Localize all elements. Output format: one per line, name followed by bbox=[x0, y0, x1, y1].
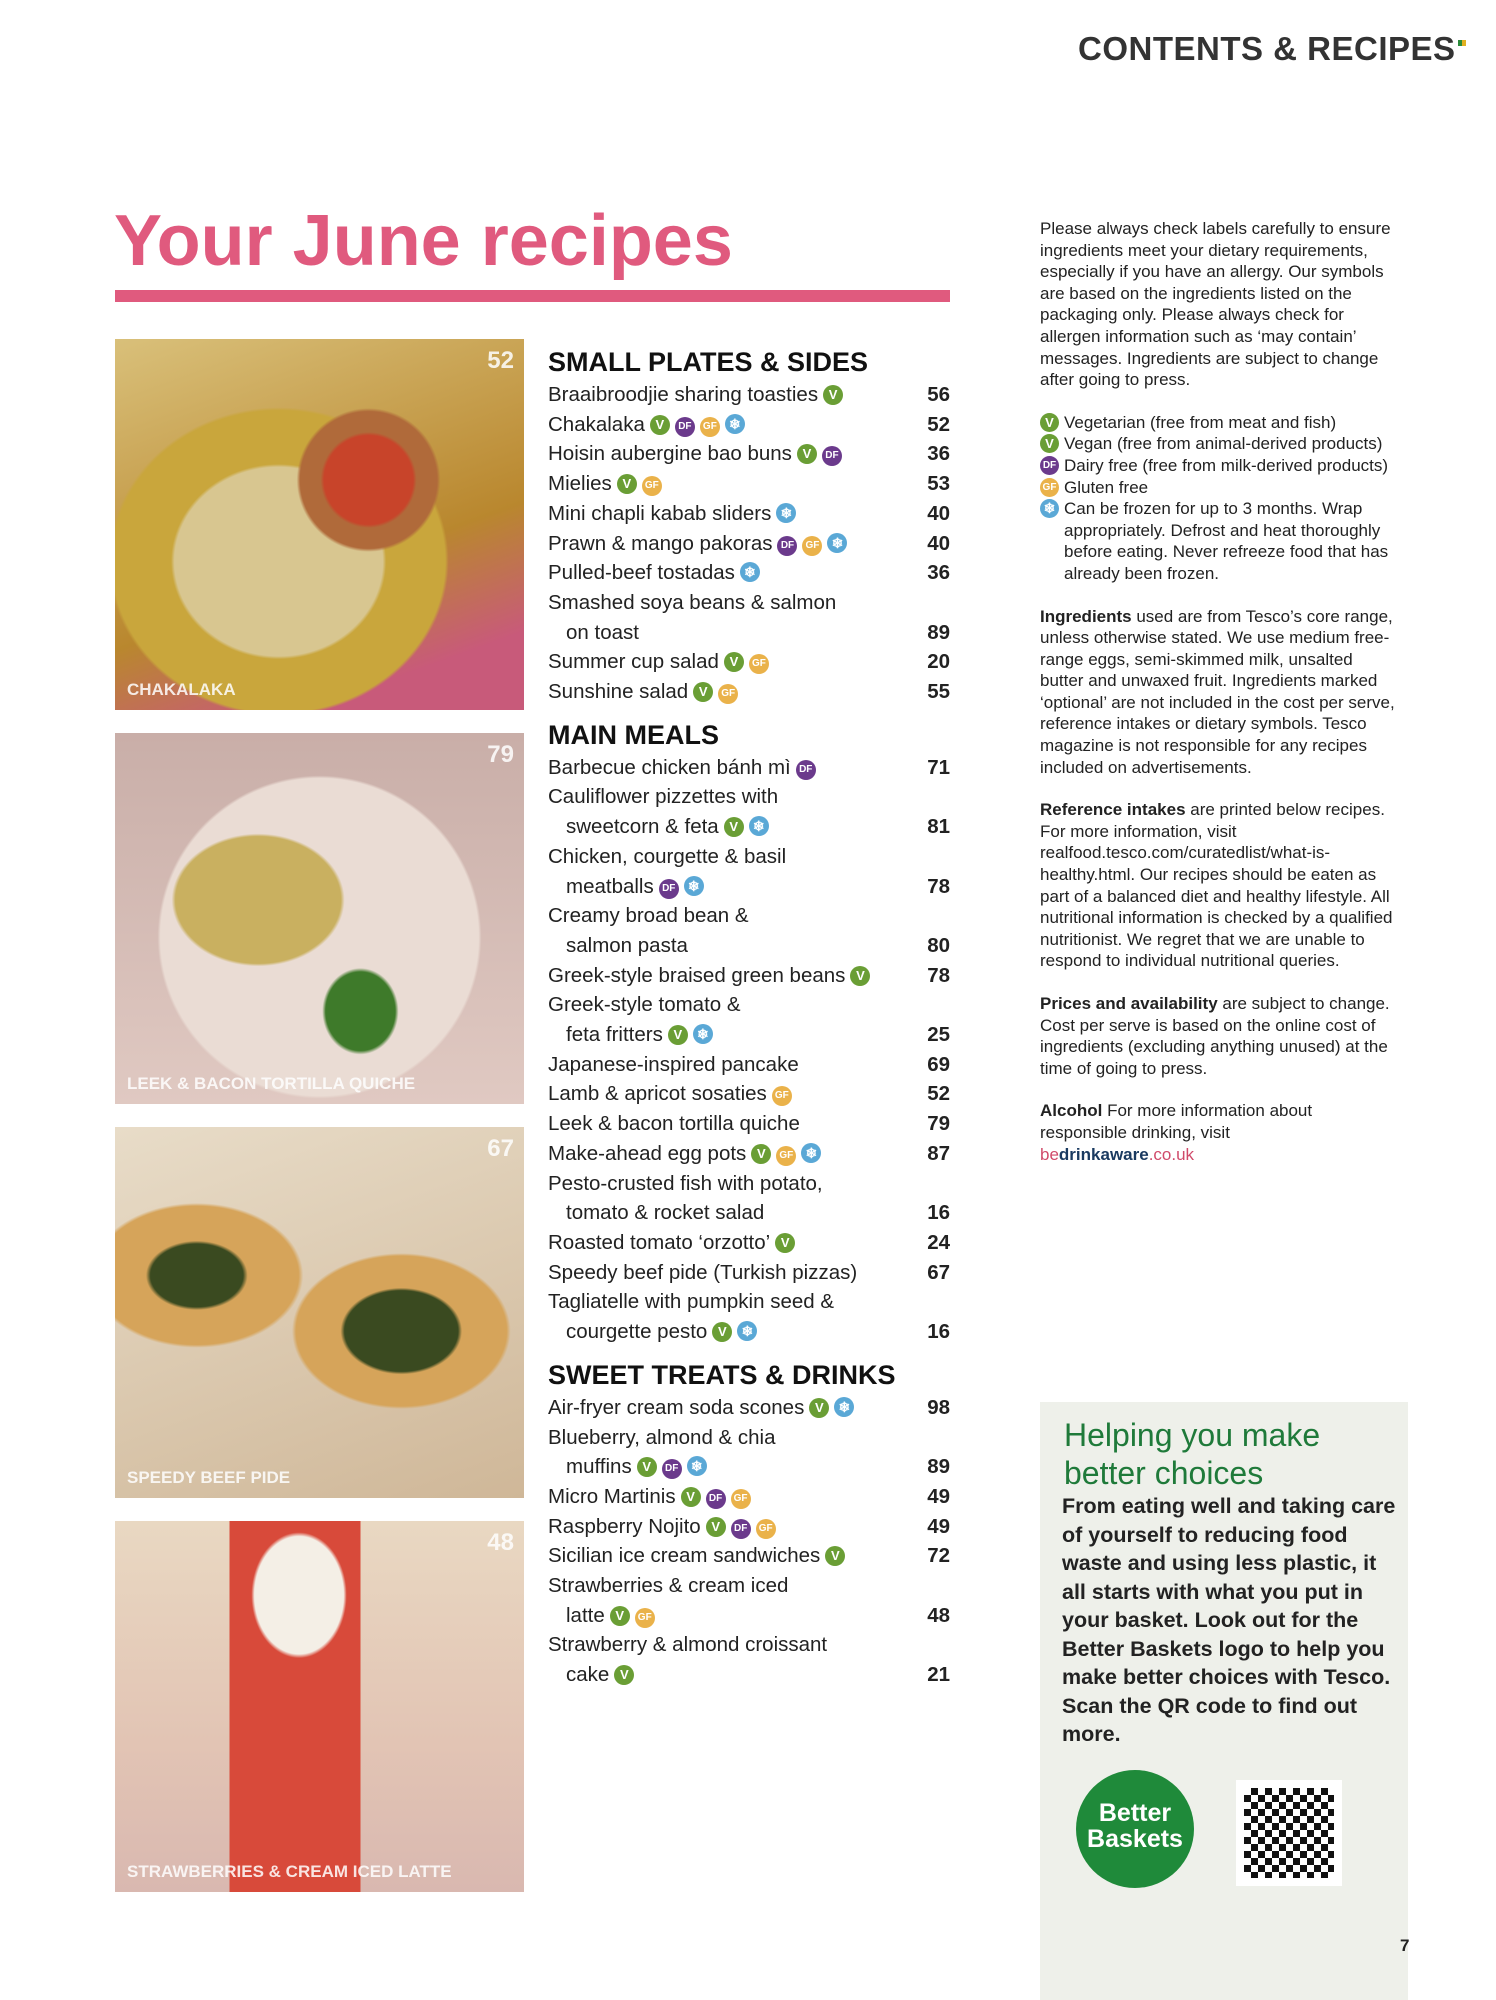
recipe-label bbox=[548, 410, 745, 440]
alcohol-text: For more information about responsible drinking, visit bbox=[1040, 1101, 1313, 1142]
recipe-photo-pide bbox=[115, 1127, 524, 1498]
vegetarian-icon: V bbox=[712, 1322, 732, 1342]
recipe-page: 52 bbox=[927, 412, 950, 436]
ingredients-text: used are from Tesco’s core range, unless otherwise stated. We use medium free-range eggs, semi-skimmed milk, unsalted butter and unwaxed fruit. Ingredients marked ‘optional’ are not included in the cost per serve, reference intakes or dietary symbols. Tesco magazine is not responsible for any recipes included on advertisements. bbox=[1040, 606, 1395, 777]
recipe-name: Hoisin aubergine bao buns bbox=[548, 442, 792, 466]
recipe-item[interactable] bbox=[548, 677, 950, 707]
recipe-item[interactable] bbox=[548, 1571, 950, 1601]
recipe-page: 36 bbox=[927, 442, 950, 466]
recipe-page: 25 bbox=[927, 1023, 950, 1047]
recipe-label bbox=[548, 1109, 800, 1139]
recipe-item[interactable] bbox=[548, 1258, 950, 1288]
recipe-page: 21 bbox=[927, 1663, 950, 1687]
photo-page-number: 79 bbox=[487, 741, 514, 768]
recipe-page: 67 bbox=[927, 1260, 950, 1284]
recipe-page: 48 bbox=[927, 1603, 950, 1627]
recipe-label bbox=[548, 1050, 799, 1080]
recipe-page: 78 bbox=[927, 874, 950, 898]
recipe-label bbox=[548, 1258, 857, 1288]
recipe-page: 72 bbox=[927, 1544, 950, 1568]
recipe-name: Pesto-crusted fish with potato, bbox=[548, 1171, 823, 1195]
recipe-name-cont: feta fritters bbox=[566, 1023, 663, 1047]
recipe-item-continued[interactable] bbox=[548, 1452, 950, 1482]
recipe-name-line2 bbox=[548, 1020, 713, 1050]
photo-caption: SPEEDY BEEF PIDE bbox=[127, 1468, 291, 1487]
gluten-free-icon: GF bbox=[635, 1608, 655, 1628]
freezable-icon: ❄ bbox=[740, 562, 760, 582]
recipe-name: Sicilian ice cream sandwiches bbox=[548, 1544, 821, 1568]
recipe-name-cont: muffins bbox=[566, 1455, 632, 1479]
recipe-item[interactable] bbox=[548, 753, 950, 783]
recipe-page: 89 bbox=[927, 620, 950, 644]
allergy-note: Please always check labels carefully to ensure ingredients meet your dietary requirements, especially if you have an allergy. Our symbols are based on the ingredients listed on the packaging only. Please always check for allergen information such as ‘may contain’ messages. Ingredients are subject to change after going to press. bbox=[1040, 219, 1391, 390]
recipe-label bbox=[548, 1228, 795, 1258]
recipe-item[interactable] bbox=[548, 1050, 950, 1080]
recipe-name: Creamy broad bean & bbox=[548, 904, 749, 928]
recipe-name: Chicken, courgette & basil bbox=[548, 844, 787, 868]
recipe-item[interactable] bbox=[548, 782, 950, 812]
recipe-name: Braaibroodjie sharing toasties bbox=[548, 383, 819, 406]
ri-title: Reference intakes bbox=[1040, 800, 1186, 820]
recipe-page: 52 bbox=[927, 1082, 950, 1106]
prices-note bbox=[1040, 993, 1395, 1079]
recipe-name-line2 bbox=[548, 618, 639, 648]
recipe-item-continued[interactable] bbox=[548, 1317, 950, 1347]
recipe-item[interactable] bbox=[548, 842, 950, 872]
recipe-label bbox=[548, 439, 842, 469]
recipe-label bbox=[548, 1482, 751, 1512]
recipe-name-cont: cake bbox=[566, 1663, 610, 1687]
recipe-item[interactable] bbox=[548, 588, 950, 618]
recipe-name-cont: courgette pesto bbox=[566, 1320, 708, 1344]
recipe-name: Greek-style tomato & bbox=[548, 993, 741, 1017]
recipe-name: Pulled-beef tostadas bbox=[548, 561, 735, 585]
gluten-free-icon: GF bbox=[802, 536, 822, 556]
legend-text: Dairy free (free from milk-derived products) bbox=[1064, 455, 1389, 475]
gluten-free-icon: GF bbox=[700, 417, 720, 437]
recipe-item[interactable] bbox=[548, 647, 950, 677]
recipe-name-cont: latte bbox=[566, 1603, 605, 1627]
prices-title: Prices and availability bbox=[1040, 994, 1218, 1013]
recipe-name: Make-ahead egg pots bbox=[548, 1141, 747, 1165]
photo-caption: STRAWBERRIES & CREAM ICED LATTE bbox=[127, 1862, 452, 1881]
vegan-icon: V bbox=[797, 444, 817, 464]
vegetarian-icon: V bbox=[614, 1665, 634, 1685]
recipe-page: 20 bbox=[927, 650, 950, 674]
gluten-free-icon: GF bbox=[756, 1519, 776, 1539]
recipe-name-cont: tomato & rocket salad bbox=[566, 1201, 765, 1225]
section-heading: SWEET TREATS & DRINKS bbox=[548, 1359, 896, 1390]
recipe-name: Sunshine salad bbox=[548, 680, 689, 704]
gluten-free-icon: GF bbox=[1040, 478, 1059, 497]
page-number: 7 bbox=[1400, 1936, 1410, 1955]
recipe-name-line2 bbox=[548, 872, 704, 902]
recipe-name: Mielies bbox=[548, 472, 612, 496]
recipe-index bbox=[548, 334, 950, 1690]
recipe-item-continued[interactable] bbox=[548, 1020, 950, 1050]
recipe-item[interactable] bbox=[548, 439, 950, 469]
recipe-item[interactable] bbox=[548, 1630, 950, 1660]
recipe-item[interactable] bbox=[548, 558, 950, 588]
recipe-page: 36 bbox=[927, 561, 950, 585]
recipe-page: 78 bbox=[927, 963, 950, 987]
dairy-free-icon: DF bbox=[706, 1489, 726, 1509]
freezable-icon: ❄ bbox=[1040, 499, 1059, 518]
recipe-name: Japanese-inspired pancake bbox=[548, 1052, 799, 1076]
title-underline bbox=[115, 290, 950, 302]
recipe-name-line2 bbox=[548, 1452, 707, 1482]
recipe-photo-quiche bbox=[115, 733, 524, 1104]
recipe-item-continued[interactable] bbox=[548, 931, 950, 961]
freezable-icon: ❄ bbox=[827, 533, 847, 553]
recipe-label bbox=[548, 380, 843, 410]
recipe-name: Raspberry Nojito bbox=[548, 1514, 701, 1538]
vegetarian-icon: V bbox=[823, 385, 843, 405]
recipe-item[interactable] bbox=[548, 1287, 950, 1317]
legend-item bbox=[1040, 477, 1395, 499]
recipe-item[interactable] bbox=[548, 1541, 950, 1571]
ingredients-title: Ingredients bbox=[1040, 606, 1132, 626]
recipe-item-continued[interactable] bbox=[548, 872, 950, 902]
recipe-name-line2 bbox=[548, 1198, 764, 1228]
recipe-item-continued[interactable] bbox=[548, 812, 950, 842]
recipe-item[interactable] bbox=[548, 1079, 950, 1109]
alcohol-title: Alcohol bbox=[1040, 1101, 1103, 1121]
dairy-free-icon: DF bbox=[1040, 456, 1059, 475]
photo-caption: CHAKALAKA bbox=[127, 680, 236, 699]
recipe-item[interactable] bbox=[548, 1512, 950, 1542]
recipe-label bbox=[548, 469, 662, 499]
recipe-name: Tagliatelle with pumpkin seed & bbox=[548, 1290, 835, 1314]
recipe-name-line2 bbox=[548, 1317, 757, 1347]
ingredients-note bbox=[1040, 606, 1395, 779]
recipe-item-continued[interactable] bbox=[548, 1198, 950, 1228]
link-part: .co.uk bbox=[1148, 1144, 1195, 1164]
recipe-page: 80 bbox=[927, 933, 950, 957]
link-part: be bbox=[1040, 1144, 1059, 1164]
recipe-name-line2 bbox=[548, 1660, 634, 1690]
recipe-name: Roasted tomato ‘orzotto’ bbox=[548, 1230, 771, 1254]
recipe-name: Micro Martinis bbox=[548, 1484, 676, 1508]
recipe-name: Summer cup salad bbox=[548, 650, 719, 674]
qr-code[interactable] bbox=[1236, 1780, 1342, 1886]
vegetarian-icon: V bbox=[610, 1606, 630, 1626]
better-baskets-logo: Better Baskets bbox=[1076, 1770, 1194, 1888]
recipe-item-continued[interactable] bbox=[548, 618, 950, 648]
vegetarian-icon: V bbox=[850, 966, 870, 986]
vegetarian-icon: V bbox=[1040, 413, 1059, 432]
section-heading: MAIN MEALS bbox=[548, 719, 719, 750]
recipe-label bbox=[548, 677, 738, 707]
recipe-name-line2 bbox=[548, 812, 769, 842]
recipe-label bbox=[548, 961, 870, 991]
recipe-page: 49 bbox=[927, 1514, 950, 1538]
legend-text: Vegetarian (free from meat and fish) bbox=[1064, 412, 1337, 432]
recipe-item[interactable] bbox=[548, 1423, 950, 1453]
recipe-item[interactable] bbox=[548, 529, 950, 559]
page-title: Your June recipes bbox=[114, 201, 733, 281]
vegetarian-icon: V bbox=[617, 474, 637, 494]
recipe-page: 79 bbox=[927, 1112, 950, 1136]
freezable-icon: ❄ bbox=[749, 816, 769, 836]
freezable-icon: ❄ bbox=[801, 1143, 821, 1163]
recipe-page: 87 bbox=[927, 1141, 950, 1165]
recipe-item[interactable] bbox=[548, 1482, 950, 1512]
link-part: drinkaware bbox=[1058, 1144, 1149, 1164]
recipe-name-line2 bbox=[548, 1601, 655, 1631]
vegan-icon: V bbox=[637, 1457, 657, 1477]
better-baskets-promo bbox=[1040, 1402, 1408, 2000]
vegetarian-icon: V bbox=[724, 652, 744, 672]
alcohol-note bbox=[1040, 1100, 1395, 1143]
dairy-free-icon: DF bbox=[796, 760, 816, 780]
vegetarian-icon: V bbox=[693, 682, 713, 702]
gluten-free-icon: GF bbox=[642, 476, 662, 496]
recipe-page: 81 bbox=[927, 815, 950, 839]
recipe-name-cont: meatballs bbox=[566, 874, 654, 898]
recipe-page: 98 bbox=[927, 1395, 950, 1419]
recipe-item[interactable] bbox=[548, 1109, 950, 1139]
brand-mark bbox=[1458, 40, 1466, 46]
gluten-free-icon: GF bbox=[718, 684, 738, 704]
dairy-free-icon: DF bbox=[659, 879, 679, 899]
recipe-name: Cauliflower pizzettes with bbox=[548, 785, 779, 809]
freezable-icon: ❄ bbox=[687, 1456, 707, 1476]
legend-text: Vegan (free from animal-derived products) bbox=[1064, 434, 1383, 454]
recipe-page: 69 bbox=[927, 1052, 950, 1076]
recipe-label bbox=[548, 1512, 776, 1542]
recipe-page: 40 bbox=[927, 531, 950, 555]
recipe-item[interactable] bbox=[548, 961, 950, 991]
legend-text: Gluten free bbox=[1064, 477, 1149, 497]
dairy-free-icon: DF bbox=[731, 1519, 751, 1539]
legend-item bbox=[1040, 433, 1395, 455]
recipe-name: Lamb & apricot sosaties bbox=[548, 1082, 767, 1106]
recipe-item[interactable] bbox=[548, 499, 950, 529]
vegan-icon: V bbox=[681, 1487, 701, 1507]
photo-page-number: 67 bbox=[487, 1135, 514, 1162]
recipe-photo-latte bbox=[115, 1521, 524, 1892]
freezable-icon: ❄ bbox=[693, 1024, 713, 1044]
legend-item bbox=[1040, 498, 1395, 584]
section-header: CONTENTS & RECIPES bbox=[1078, 30, 1456, 67]
recipe-name: Air-fryer cream soda scones bbox=[548, 1395, 805, 1419]
vegan-icon: V bbox=[706, 1517, 726, 1537]
recipe-label bbox=[548, 647, 769, 677]
recipe-name-cont: salmon pasta bbox=[566, 933, 688, 957]
recipe-item[interactable] bbox=[548, 901, 950, 931]
vegetarian-icon: V bbox=[825, 1546, 845, 1566]
vegetarian-icon: V bbox=[775, 1233, 795, 1253]
vegetarian-icon: V bbox=[809, 1398, 829, 1418]
recipe-label bbox=[548, 499, 796, 529]
vegan-icon: V bbox=[1040, 434, 1059, 453]
gluten-free-icon: GF bbox=[776, 1146, 796, 1166]
gluten-free-icon: GF bbox=[731, 1489, 751, 1509]
recipe-item-continued[interactable] bbox=[548, 1660, 950, 1690]
legend-item bbox=[1040, 412, 1395, 434]
recipe-name: Chakalaka bbox=[548, 412, 645, 436]
dairy-free-icon: DF bbox=[777, 536, 797, 556]
recipe-label bbox=[548, 1393, 854, 1423]
recipe-label bbox=[548, 1541, 845, 1571]
recipe-name: Blueberry, almond & chia bbox=[548, 1425, 776, 1449]
recipe-page: 89 bbox=[927, 1455, 950, 1479]
recipe-name: Prawn & mango pakoras bbox=[548, 531, 773, 555]
promo-heading: Helping you make better choices bbox=[1064, 1417, 1321, 1491]
dairy-free-icon: DF bbox=[662, 1459, 682, 1479]
recipe-page: 40 bbox=[927, 501, 950, 525]
prices-text: are subject to change. Cost per serve is based on the online cost of ingredients (excluding anything unused) at the time of going to press. bbox=[1040, 994, 1390, 1078]
recipe-name: Speedy beef pide (Turkish pizzas) bbox=[548, 1260, 858, 1284]
photo-caption: LEEK & BACON TORTILLA QUICHE bbox=[127, 1074, 416, 1093]
vegetarian-icon: V bbox=[751, 1144, 771, 1164]
recipe-item[interactable] bbox=[548, 990, 950, 1020]
vegan-icon: V bbox=[650, 415, 670, 435]
recipe-label bbox=[548, 753, 816, 783]
recipe-item[interactable] bbox=[548, 380, 950, 410]
recipe-item[interactable] bbox=[548, 1169, 950, 1199]
vegetarian-icon: V bbox=[724, 817, 744, 837]
recipe-page: 49 bbox=[927, 1484, 950, 1508]
legend-text: Can be frozen for up to 3 months. Wrap appropriately. Defrost and heat thoroughly before eating. Never refreeze food that has already been frozen. bbox=[1064, 499, 1389, 583]
recipe-name: Greek-style braised green beans bbox=[548, 963, 846, 987]
section-heading: SMALL PLATES & SIDES bbox=[548, 347, 869, 377]
recipe-label bbox=[548, 1139, 821, 1169]
recipe-label bbox=[548, 1079, 792, 1109]
recipe-item[interactable] bbox=[548, 1139, 950, 1169]
recipe-name: Smashed soya beans & salmon bbox=[548, 590, 837, 614]
recipe-item[interactable] bbox=[548, 1228, 950, 1258]
reference-intakes-note bbox=[1040, 799, 1395, 972]
ri-text: are printed below recipes. For more information, visit realfood.tesco.com/curatedlist/what-is-healthy.html. Our recipes should be eaten as part of a balanced diet and healthy lifestyle. All nutritional information is checked by a qualified nutritionist. We regret that we are unable to respond to individual nutritional queries. bbox=[1040, 800, 1393, 971]
recipe-name: Strawberry & almond croissant bbox=[548, 1633, 828, 1657]
recipe-page: 71 bbox=[927, 755, 950, 779]
legend-item bbox=[1040, 455, 1395, 477]
dairy-free-icon: DF bbox=[675, 417, 695, 437]
recipe-page: 24 bbox=[927, 1230, 950, 1254]
recipe-label bbox=[548, 558, 760, 588]
recipe-name: Barbecue chicken bánh mì bbox=[548, 755, 791, 779]
freezable-icon: ❄ bbox=[834, 1397, 854, 1417]
recipe-page: 53 bbox=[927, 472, 950, 496]
recipe-name: Leek & bacon tortilla quiche bbox=[548, 1112, 800, 1136]
recipe-name: Strawberries & cream iced bbox=[548, 1574, 789, 1598]
recipe-name-cont: on toast bbox=[566, 620, 639, 644]
vegetarian-icon: V bbox=[668, 1025, 688, 1045]
recipe-item[interactable] bbox=[548, 469, 950, 499]
photo-page-number: 48 bbox=[487, 1529, 514, 1556]
recipe-item[interactable] bbox=[548, 1393, 950, 1423]
gluten-free-icon: GF bbox=[749, 654, 769, 674]
recipe-item-continued[interactable] bbox=[548, 1601, 950, 1631]
recipe-page: 55 bbox=[927, 680, 950, 704]
dairy-free-icon: DF bbox=[822, 446, 842, 466]
recipe-item[interactable] bbox=[548, 410, 950, 440]
recipe-photo-chakalaka bbox=[115, 339, 524, 710]
freezable-icon: ❄ bbox=[725, 414, 745, 434]
symbol-legend bbox=[1040, 412, 1395, 585]
recipe-page: 56 bbox=[927, 383, 950, 406]
photo-page-number: 52 bbox=[487, 347, 514, 374]
promo-body: From eating well and taking care of yourself to reducing food waste and using less plastic, it all starts with what you put in your basket. Look out for the Better Baskets logo to help you make better choices with Tesco. Scan the QR code to find out more. bbox=[1062, 1494, 1396, 1746]
recipe-name-line2 bbox=[548, 931, 688, 961]
drinkaware-link[interactable] bbox=[1040, 1144, 1395, 1166]
gluten-free-icon: GF bbox=[772, 1086, 792, 1106]
freezable-icon: ❄ bbox=[737, 1321, 757, 1341]
recipe-name-cont: sweetcorn & feta bbox=[566, 815, 719, 839]
recipe-page: 16 bbox=[927, 1201, 950, 1225]
info-column bbox=[1040, 218, 1395, 1165]
freezable-icon: ❄ bbox=[776, 503, 796, 523]
recipe-name: Mini chapli kabab sliders bbox=[548, 501, 772, 525]
recipe-label bbox=[548, 529, 847, 559]
recipe-page: 16 bbox=[927, 1320, 950, 1344]
freezable-icon: ❄ bbox=[684, 876, 704, 896]
